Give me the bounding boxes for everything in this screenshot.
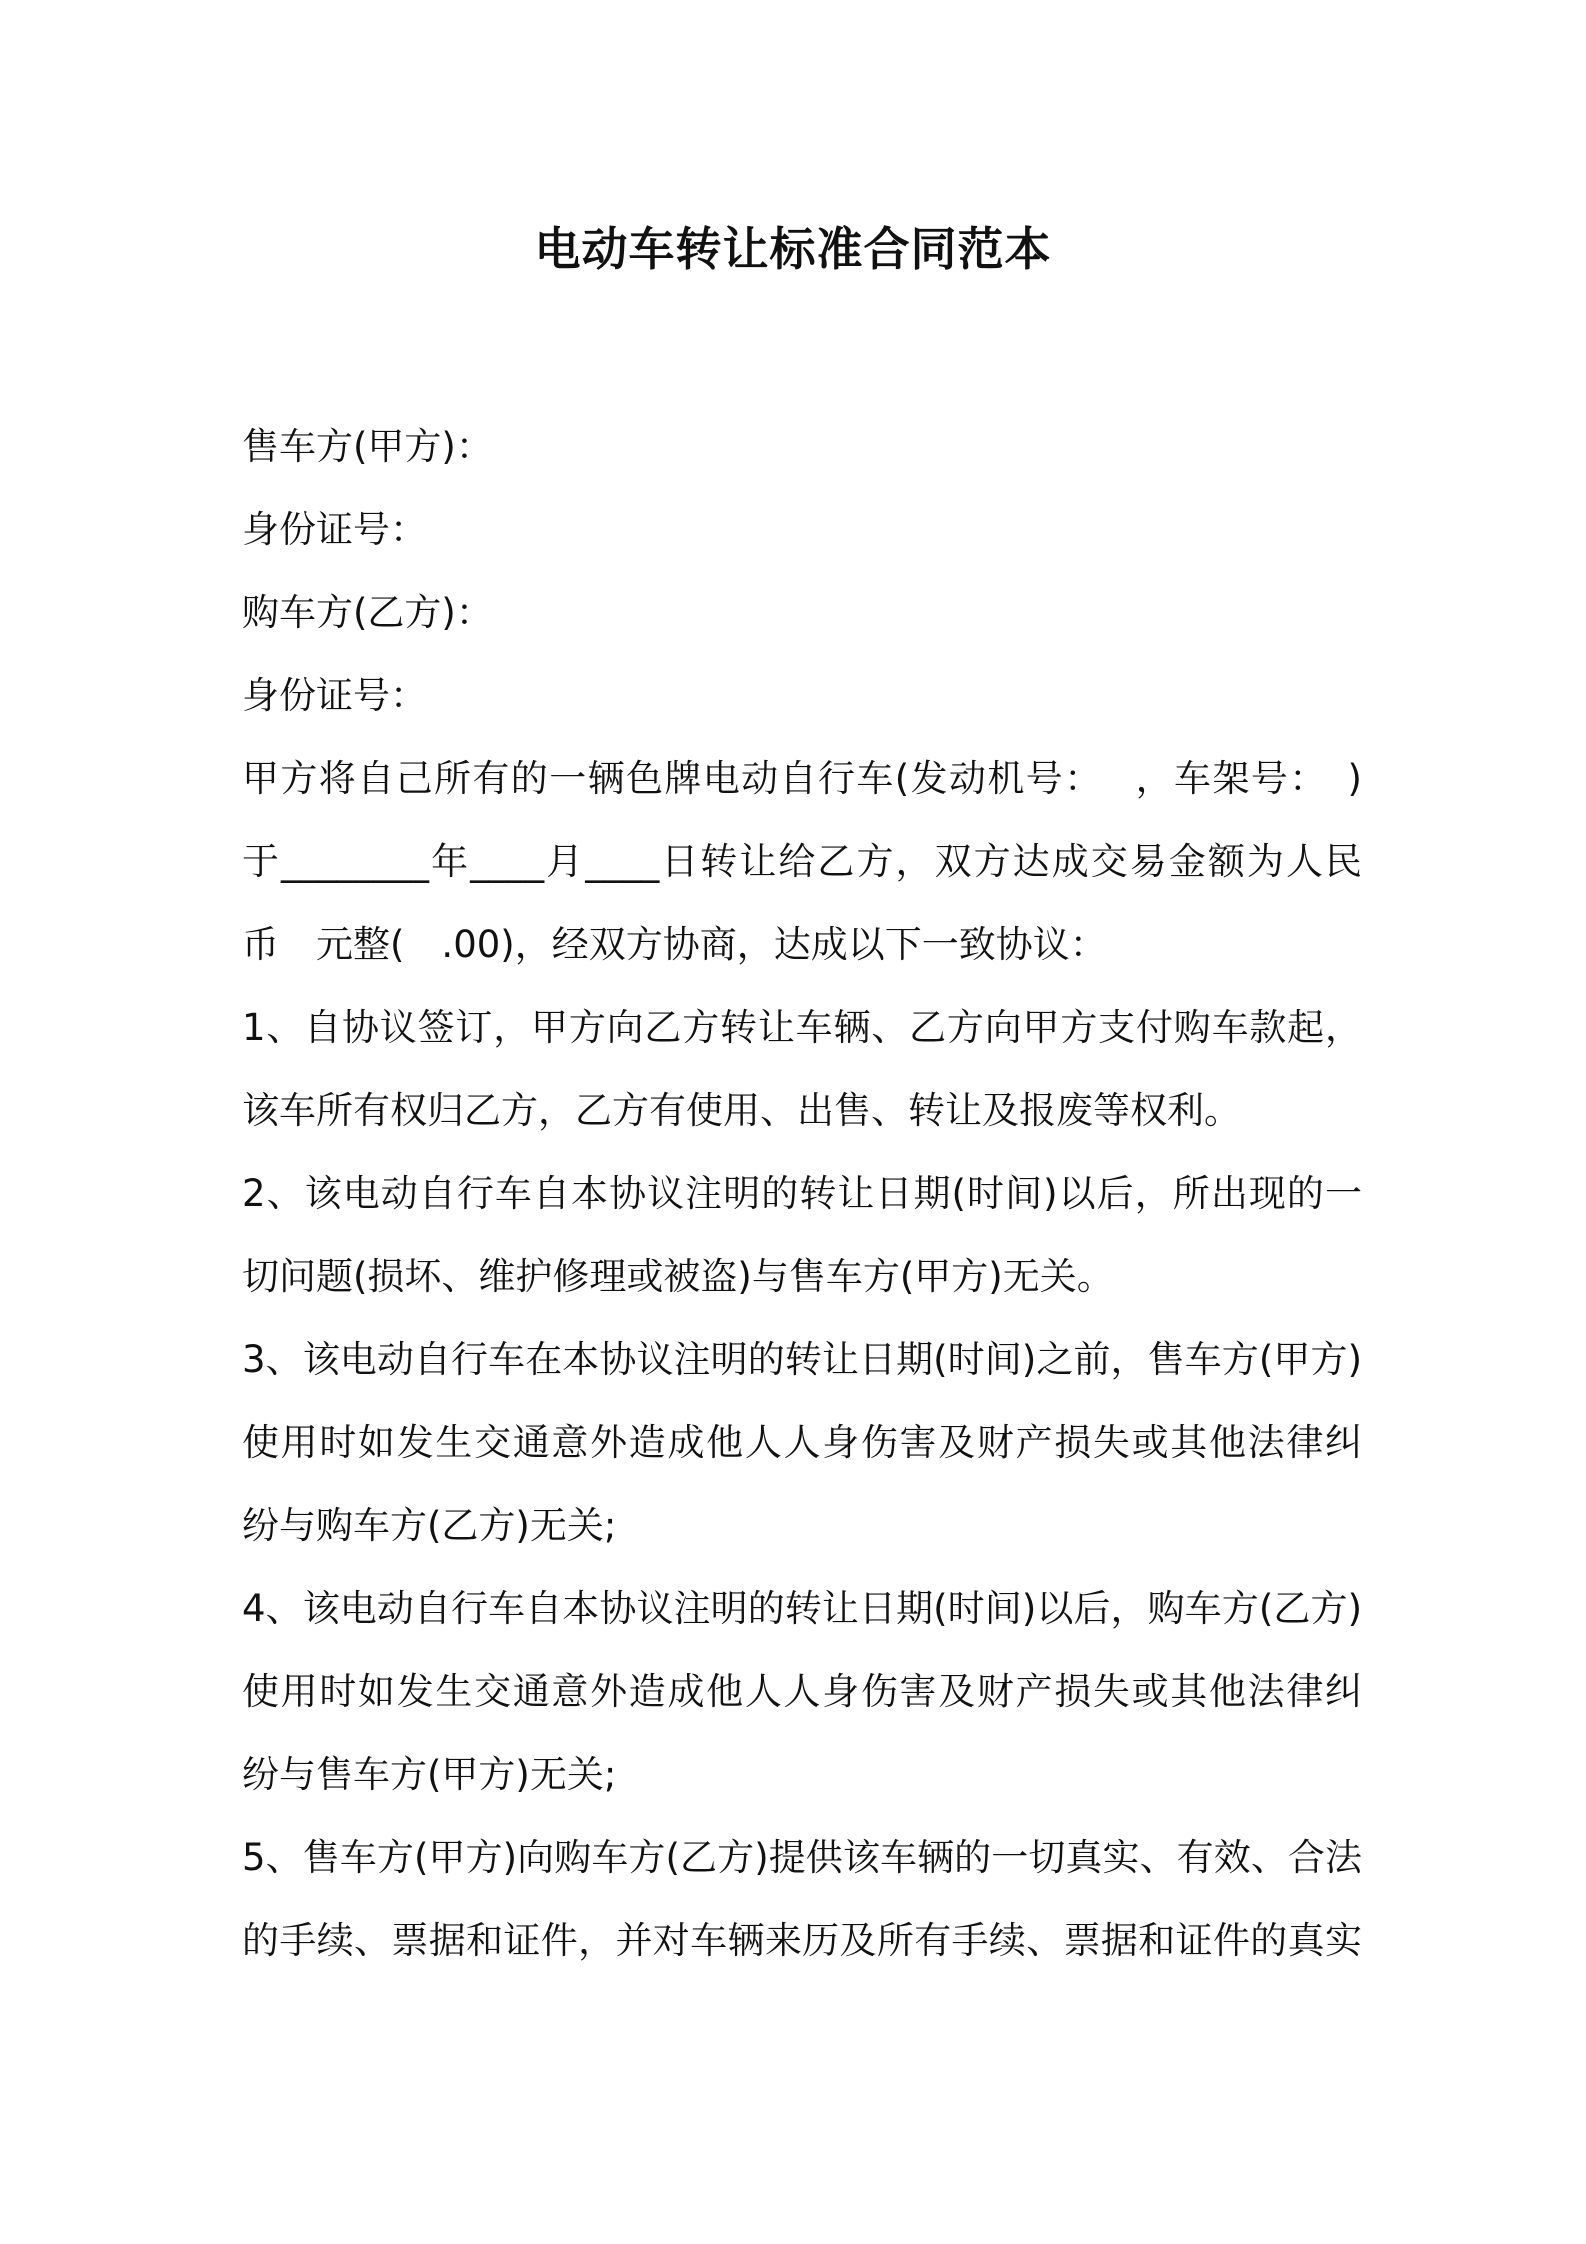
clause-4-line-1: 4、该电动自行车自本协议注明的转让日期(时间)以后，购车方(乙方) — [242, 1587, 1362, 1630]
document-body — [242, 405, 1362, 1982]
clause-4-line-2: 使用时如发生交通意外造成他人人身伤害及财产损失或其他法律纠 — [242, 1670, 1362, 1713]
clause-3-line-1: 3、该电动自行车在本协议注明的转让日期(时间)之前，售车方(甲方) — [242, 1338, 1362, 1381]
buyer-id-line: 身份证号： — [242, 674, 427, 717]
vehicle-info-line: 甲方将自己所有的一辆色牌电动自行车(发动机号： ，车架号： ) — [242, 757, 1362, 800]
clause-5-line-2: 的手续、票据和证件，并对车辆来历及所有手续、票据和证件的真实 — [242, 1919, 1362, 1962]
clause-2-line-2: 切问题(损坏、维护修理或被盗)与售车方(甲方)无关。 — [242, 1255, 1114, 1298]
document-title: 电动车转让标准合同范本 — [534, 222, 1052, 276]
amount-line: 币 元整( .00)，经双方协商，达成以下一致协议： — [242, 923, 1107, 966]
clause-3-line-3: 纷与购车方(乙方)无关; — [242, 1504, 617, 1547]
clause-3-line-2: 使用时如发生交通意外造成他人人身伤害及财产损失或其他法律纠 — [242, 1421, 1362, 1464]
clause-1-line-1: 1、自协议签订，甲方向乙方转让车辆、乙方向甲方支付购车款起， — [242, 1006, 1362, 1049]
seller-label-line: 售车方(甲方)： — [242, 425, 493, 468]
buyer-label-line: 购车方(乙方)： — [242, 591, 493, 634]
clause-1-line-2: 该车所有权归乙方，乙方有使用、出售、转让及报废等权利。 — [242, 1089, 1241, 1132]
seller-id-line: 身份证号： — [242, 508, 427, 551]
clause-5-line-1: 5、售车方(甲方)向购车方(乙方)提供该车辆的一切真实、有效、合法 — [242, 1836, 1362, 1879]
clause-4-line-3: 纷与售车方(甲方)无关; — [242, 1753, 617, 1796]
transfer-date-line: 于________年____月____日转让给乙方，双方达成交易金额为人民 — [242, 840, 1362, 883]
clause-2-line-1: 2、该电动自行车自本协议注明的转让日期(时间)以后，所出现的一 — [242, 1172, 1362, 1215]
